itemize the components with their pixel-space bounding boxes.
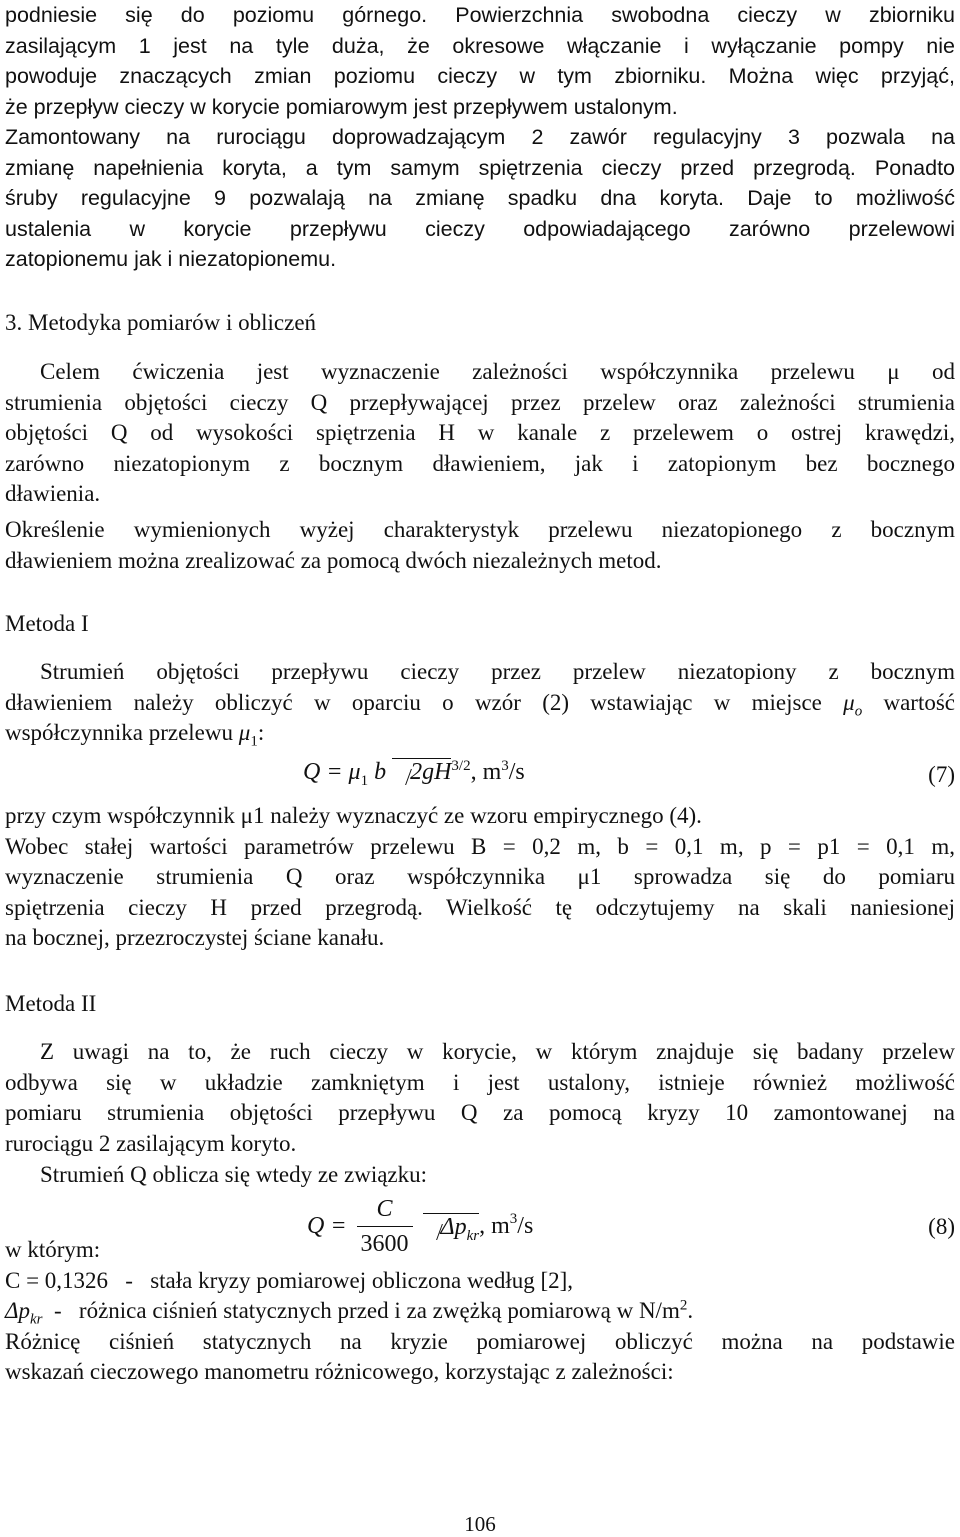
equation-number: (8) bbox=[928, 1214, 955, 1239]
text-line: przy czym współczynnik μ1 należy wyznaczyć ze wzoru empirycznego (4). bbox=[5, 803, 702, 828]
fraction-numerator: C bbox=[357, 1192, 413, 1227]
text-line: Zamontowany na rurociągu doprowadzającym 2 zawór regulacyjny 3 pozwala na bbox=[5, 125, 955, 149]
exponent: 2 bbox=[679, 1297, 688, 1314]
text-segment: : bbox=[257, 720, 265, 745]
method2-heading: Metoda II bbox=[5, 991, 97, 1016]
text-line: dławieniem można zrealizować za pomocą dwóch niezależnych metod. bbox=[5, 547, 662, 573]
eq-unit-end: /s bbox=[508, 759, 525, 785]
text-line: w którym: bbox=[5, 1237, 101, 1262]
text-segment: dławieniem należy obliczyć w oparciu o wzór (2) wstawiając w miejsce bbox=[5, 689, 822, 715]
method2-paragraph-2 bbox=[5, 1160, 955, 1191]
text-line: zasilającym 1 jest na tyle duża, że okresowe włączanie i wyłączanie pompy nie bbox=[5, 33, 955, 58]
definition-dp bbox=[5, 1296, 955, 1327]
text-line: że przepływ cieczy w korycie pomiarowym jest przepływem ustalonym. bbox=[5, 94, 678, 119]
definitions bbox=[5, 1235, 955, 1388]
eq-mu: μ bbox=[348, 759, 361, 785]
method1-paragraph bbox=[5, 657, 955, 749]
eq-exponent: 3/2 bbox=[451, 758, 471, 774]
eq-lhs: Q = bbox=[303, 759, 343, 785]
method2-paragraph-1 bbox=[5, 1037, 955, 1159]
definition-c: C = 0,1326 - stała kryzy pomiarowej obliczona według [2], bbox=[5, 1267, 574, 1293]
equation-body bbox=[303, 758, 525, 789]
eq-mu-sub: 1 bbox=[360, 772, 369, 789]
text-line: podniesie się do poziomu górnego. Powierzchnia swobodna cieczy w zbiorniku bbox=[5, 3, 955, 27]
text-line: Celem ćwiczenia jest wyznaczenie zależności współczynnika przelewu μ od bbox=[40, 359, 955, 384]
text-segment: . bbox=[687, 1298, 694, 1323]
text-line: Strumień objętości przepływu cieczy przez przelew niezatopiony z bocznym bbox=[40, 659, 955, 684]
eq-unit: , m bbox=[470, 759, 502, 785]
eq-unit-end: /s bbox=[517, 1213, 534, 1239]
text-segment: współczynnika przelewu bbox=[5, 720, 234, 745]
text-line: Z uwagi na to, że ruch cieczy w korycie, w którym znajduje się badany przelew bbox=[40, 1039, 955, 1064]
section3-paragraph-2 bbox=[5, 515, 955, 576]
text-line bbox=[5, 718, 955, 749]
text-line bbox=[5, 688, 955, 719]
section3-paragraph-1 bbox=[5, 357, 955, 510]
text-line: spiętrzenia cieczy H przed przegrodą. Wielkość tę odczytujemy na skali naniesionej bbox=[5, 894, 955, 920]
text-segment: wartość bbox=[883, 689, 956, 715]
symbol: μ bbox=[843, 689, 855, 715]
text-line: wskazań cieczowego manometru różnicowego, korzystając z zależności: bbox=[5, 1359, 674, 1384]
text-line: objętości Q od wysokości spiętrzenia H w kanale z przelewem o ostrej krawędzi, bbox=[5, 420, 955, 445]
eq-unit-exp: 3 bbox=[501, 758, 509, 774]
text-line: Wobec stałej wartości parametrów przelewu B = 0,2 m, b = 0,1 m, p = p1 = 0,1 m, bbox=[5, 833, 955, 859]
symbol: Δp bbox=[5, 1298, 30, 1323]
symbol-subscript: o bbox=[854, 703, 863, 720]
text-line: zmianę napełnienia koryta, a tym samym spiętrzenia cieczy przed przegrodą. Ponadto bbox=[5, 155, 955, 180]
symbol: μ bbox=[238, 720, 251, 745]
fraction-denominator: 3600 bbox=[360, 1231, 409, 1257]
text-line: Określenie wymienionych wyżej charakterystyk przelewu niezatopionego z bocznym bbox=[5, 517, 955, 542]
sqrt-sign bbox=[392, 758, 451, 785]
method1-after-paragraph bbox=[5, 801, 955, 954]
text-line: odbywa się w układzie zamkniętym i jest ustalony, istnieje również możliwość bbox=[5, 1069, 955, 1095]
text-line: zatopionemu jak i niezatopionemu. bbox=[5, 247, 337, 271]
equation-number: (7) bbox=[928, 762, 955, 787]
intro-paragraph bbox=[5, 0, 955, 275]
text-line: Różnicę ciśnień statycznych na kryzie pomiarowej obliczyć można na podstawie bbox=[5, 1328, 955, 1354]
text-line: pomiaru strumienia objętości przepływu Q za pomocą kryzy 10 zamontowanej na bbox=[5, 1100, 955, 1125]
text-line: powoduje znaczących zmian poziomu cieczy w tym zbiorniku. Można więc przyjąć, bbox=[5, 64, 955, 88]
eq-radicand-sub: kr bbox=[466, 1227, 480, 1244]
text-line: wyznaczenie strumienia Q oraz współczynnika μ1 sprowadza się do pomiaru bbox=[5, 864, 955, 889]
text-line: Strumień Q oblicza się wtedy ze związku: bbox=[40, 1162, 428, 1187]
text-line: strumienia objętości cieczy Q przepływającej przez przelew oraz zależności strumienia bbox=[5, 389, 955, 415]
method1-heading: Metoda I bbox=[5, 611, 89, 636]
page-number: 106 bbox=[464, 1512, 496, 1536]
eq-radicand: Δp bbox=[440, 1214, 467, 1240]
text-line: dławienia. bbox=[5, 481, 101, 506]
symbol-subscript: 1 bbox=[250, 733, 258, 750]
eq-unit: , m bbox=[479, 1213, 510, 1239]
text-line: rurociągu 2 zasilającym koryto. bbox=[5, 1130, 297, 1156]
text-line: na bocznej, przezroczystej ściane kanału. bbox=[5, 925, 385, 950]
eq-lhs: Q = bbox=[307, 1213, 347, 1239]
eq-b: b bbox=[374, 759, 387, 785]
text-line: śruby regulacyjne 9 pozwalają na zmianę spadku dna koryta. Daje to możliwość bbox=[5, 186, 955, 210]
text-line: zarówno niezatopionym z bocznym dławieniem, jak i zatopionym bez bocznego bbox=[5, 450, 955, 476]
eq-unit-exp: 3 bbox=[509, 1211, 518, 1228]
symbol-subscript: kr bbox=[30, 1311, 43, 1328]
eq-radicand: 2gH bbox=[410, 759, 452, 785]
text-segment: - różnica ciśnień statycznych przed i za zwężką pomiarową w N/m bbox=[42, 1298, 680, 1323]
text-line: ustalenia w korycie przepływu cieczy odpowiadającego zarówno przelewowi bbox=[5, 216, 955, 241]
section-heading: 3. Metodyka pomiarów i obliczeń bbox=[5, 310, 317, 335]
